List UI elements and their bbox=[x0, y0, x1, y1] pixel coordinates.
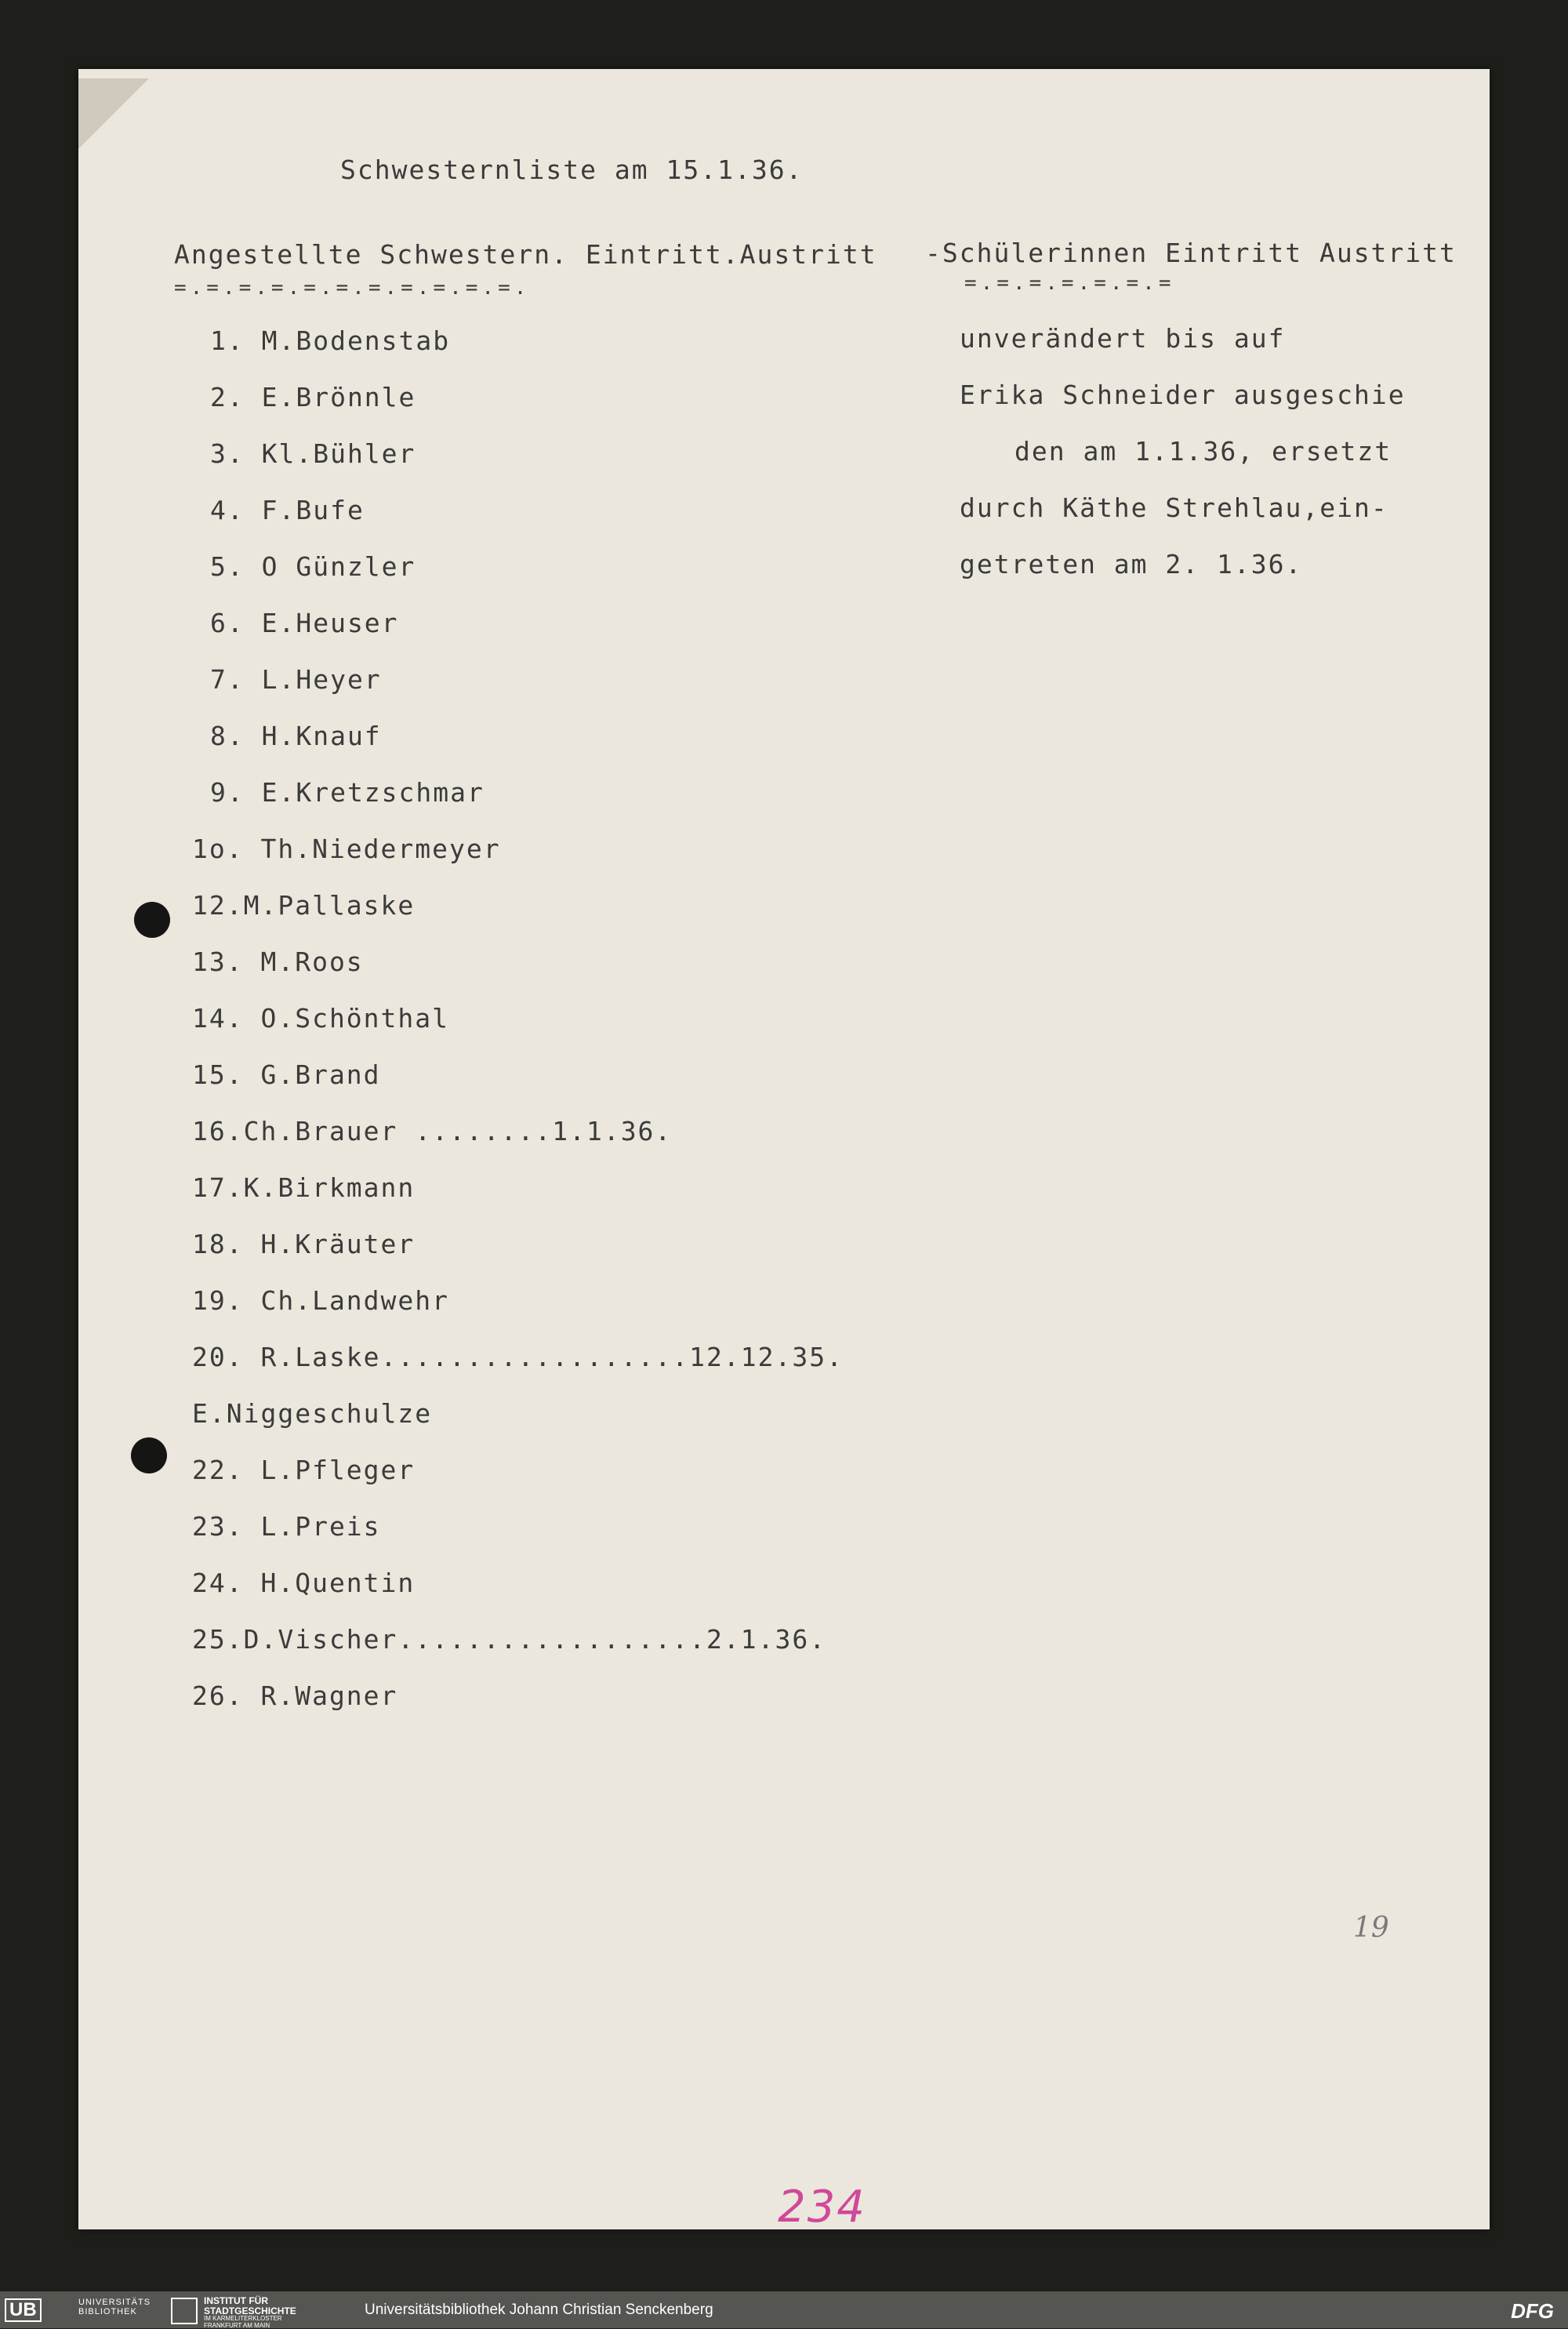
nurse-row: 6. E.Heuser bbox=[210, 608, 399, 638]
nurse-row: 14. O.Schönthal bbox=[192, 1003, 450, 1034]
nurse-row: 23. L.Preis bbox=[192, 1511, 381, 1542]
students-note-line: unverändert bis auf bbox=[960, 323, 1286, 354]
dfg-logo: DFG bbox=[1511, 2299, 1554, 2323]
pencil-page-number: 19 bbox=[1353, 1912, 1389, 1944]
ub-logo: UB bbox=[5, 2298, 42, 2322]
nurse-row: 15. G.Brand bbox=[192, 1059, 381, 1090]
institute-logo-text bbox=[204, 2296, 296, 2316]
students-note-line: den am 1.1.36, ersetzt bbox=[1014, 436, 1392, 467]
students-note-line: getreten am 2. 1.36. bbox=[960, 549, 1303, 580]
nurse-row: 1. M.Bodenstab bbox=[210, 325, 451, 356]
stamp-number: 234 bbox=[778, 2182, 866, 2233]
header-nurses: Angestellte Schwestern. Eintritt.Austritt bbox=[174, 239, 877, 270]
students-note-line: durch Käthe Strehlau,ein- bbox=[960, 492, 1388, 523]
nurse-row: 22. L.Pfleger bbox=[192, 1455, 416, 1485]
nurse-row: 2. E.Brönnle bbox=[210, 382, 416, 412]
page-title: Schwesternliste am 15.1.36. bbox=[340, 154, 804, 185]
nurse-row: 3. Kl.Bühler bbox=[210, 438, 416, 469]
institute-logo-icon bbox=[171, 2298, 198, 2324]
institute-subline: IM KARMELITERKLOSTER bbox=[204, 2315, 282, 2322]
ub-logo-text bbox=[78, 2298, 151, 2316]
library-name: Universitätsbibliothek Johann Christian Senckenberg bbox=[365, 2302, 713, 2318]
nurse-row: 1o. Th.Niedermeyer bbox=[192, 834, 501, 864]
nurse-row: 18. H.Kräuter bbox=[192, 1229, 416, 1259]
ub-logo-line: UNIVERSITÄTS bbox=[78, 2298, 151, 2307]
nurse-row: 13. M.Roos bbox=[192, 946, 364, 977]
nurse-row: 20. R.Laske..................12.12.35. bbox=[192, 1342, 844, 1372]
institute-line: STADTGESCHICHTE bbox=[204, 2305, 296, 2316]
punch-hole bbox=[134, 902, 170, 938]
nurse-row: 25.D.Vischer..................2.1.36. bbox=[192, 1624, 827, 1655]
nurse-row: 24. H.Quentin bbox=[192, 1568, 416, 1598]
viewer-footer bbox=[0, 2291, 1568, 2328]
nurse-row: 8. H.Knauf bbox=[210, 721, 382, 751]
nurse-row: 4. F.Bufe bbox=[210, 495, 365, 525]
nurse-row: 5. O Günzler bbox=[210, 551, 416, 582]
ub-logo-line: BIBLIOTHEK bbox=[78, 2307, 137, 2316]
nurse-row: 26. R.Wagner bbox=[192, 1680, 398, 1711]
underline-students: =.=.=.=.=.=.= bbox=[964, 271, 1175, 295]
institute-line: INSTITUT FÜR bbox=[204, 2295, 268, 2306]
nurse-row: 7. L.Heyer bbox=[210, 664, 382, 695]
nurse-row: 16.Ch.Brauer ........1.1.36. bbox=[192, 1116, 673, 1146]
institute-logo-subtext bbox=[204, 2315, 282, 2329]
nurse-row: 19. Ch.Landwehr bbox=[192, 1285, 450, 1316]
punch-hole bbox=[131, 1437, 167, 1473]
nurse-row: 17.K.Birkmann bbox=[192, 1172, 416, 1203]
students-note-line: Erika Schneider ausgeschie bbox=[960, 380, 1406, 410]
nurse-row: E.Niggeschulze bbox=[192, 1398, 433, 1429]
nurse-row: 12.M.Pallaske bbox=[192, 890, 416, 921]
folded-corner bbox=[78, 78, 149, 149]
underline-nurses: =.=.=.=.=.=.=.=.=.=.=. bbox=[174, 276, 531, 300]
institute-subline: FRANKFURT AM MAIN bbox=[204, 2322, 270, 2329]
header-students: -Schülerinnen Eintritt Austritt bbox=[925, 238, 1457, 268]
nurse-row: 9. E.Kretzschmar bbox=[210, 777, 485, 808]
